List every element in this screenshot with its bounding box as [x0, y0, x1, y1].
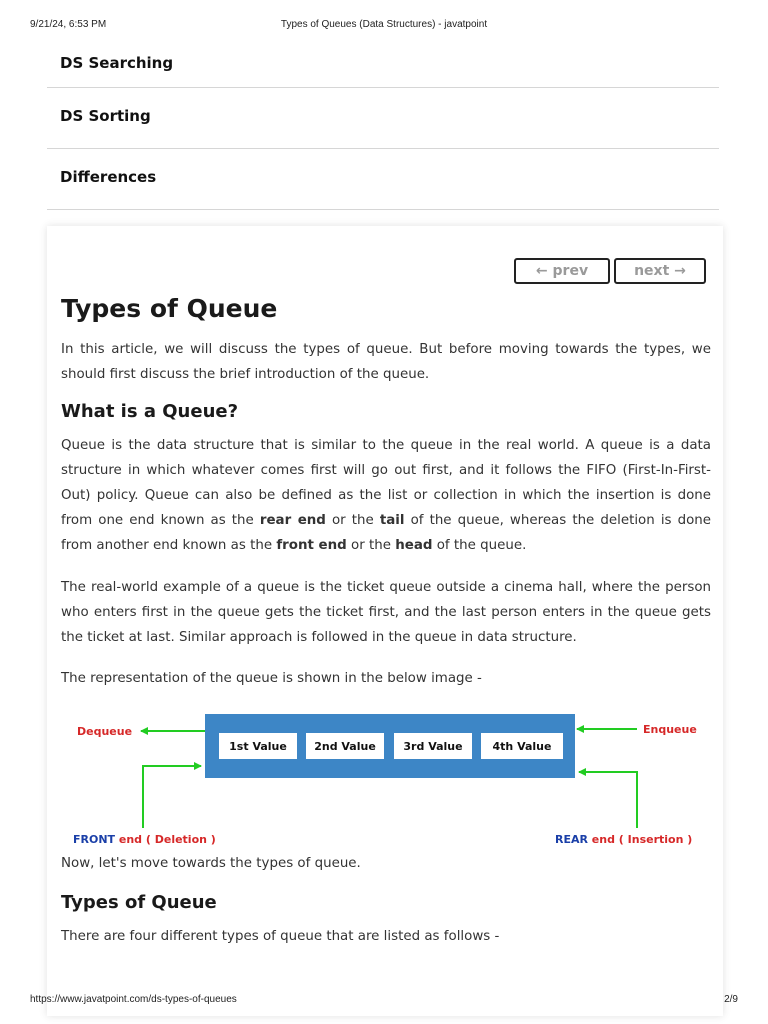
term-rear-end: rear end [259, 513, 326, 528]
term-tail: tail [379, 513, 405, 528]
prev-button[interactable]: ← prev [514, 258, 610, 284]
article-card [47, 226, 723, 1016]
text-segment: or the [325, 513, 380, 528]
what-is-queue-heading: What is a Queue? [61, 401, 239, 422]
print-page-title: Types of Queues (Data Structures) - javatpoint [280, 19, 488, 30]
menu-item-ds-searching[interactable]: DS Searching [47, 36, 719, 88]
queue-cell-label: 1st Value [229, 740, 287, 753]
queue-definition-paragraph [61, 433, 711, 558]
menu-item-ds-sorting[interactable]: DS Sorting [47, 88, 719, 149]
page-title: Types of Queue [61, 294, 278, 323]
types-intro-paragraph: There are four different types of queue that are listed as follows - [61, 929, 500, 944]
types-of-queue-heading: Types of Queue [61, 892, 217, 913]
sidebar-menu [47, 36, 719, 210]
front-word: FRONT [73, 833, 116, 846]
rear-arrow [579, 772, 637, 828]
representation-paragraph: The representation of the queue is shown in the below image - [61, 671, 482, 686]
term-front-end: front end [276, 538, 347, 553]
text-segment: or the [346, 538, 396, 553]
text-segment: of the queue, whereas the deletion is done from another end known as the [61, 513, 712, 553]
queue-cell-2 [306, 733, 384, 759]
print-header [0, 19, 768, 33]
enqueue-label: Enqueue [643, 723, 697, 736]
intro-paragraph: In this article, we will discuss the types of queue. But before moving towards the types, we should first discuss the brief introduction of the queue. [61, 342, 711, 382]
menu-item-differences[interactable]: Differences [47, 149, 719, 210]
queue-cell-4 [481, 733, 563, 759]
queue-cell-label: 2nd Value [314, 740, 376, 753]
rear-end-label [555, 833, 692, 846]
dequeue-label: Dequeue [77, 725, 133, 738]
term-head: head [395, 538, 433, 553]
text-segment: Queue is the data structure that is similar to the queue in the real world. A queue is a data structure in which whatever comes first will go out first, and it follows the FIFO (First-In-First-Out) policy. Queue can also be defined as the list or collection in which the insertion is done from one end known as the [61, 438, 711, 528]
queue-cell-3 [394, 733, 472, 759]
front-rest: end ( Deletion ) [115, 833, 216, 846]
real-world-example-paragraph: The real-world example of a queue is the ticket queue outside a cinema hall, where the person who enters first in the queue gets the ticket first, and the last person enters in the queue gets the ticket at last. Similar approach is followed in the queue in data structure. [61, 580, 711, 645]
queue-diagram [61, 706, 711, 856]
print-date: 9/21/24, 6:53 PM [30, 19, 107, 30]
rear-word: REAR [555, 833, 588, 846]
front-end-label [73, 833, 216, 846]
next-button[interactable]: next → [614, 258, 706, 284]
front-arrow [143, 766, 201, 828]
queue-cell-label: 4th Value [492, 740, 552, 753]
queue-cell-label: 3rd Value [403, 740, 463, 753]
pagination-nav [510, 258, 706, 284]
print-footer [0, 994, 768, 1008]
text-segment: of the queue. [432, 538, 527, 553]
rear-rest: end ( Insertion ) [587, 833, 693, 846]
transition-paragraph: Now, let's move towards the types of queue. [61, 856, 361, 871]
print-url: https://www.javatpoint.com/ds-types-of-queues [30, 994, 237, 1005]
print-page-number: 2/9 [724, 994, 738, 1005]
queue-cell-1 [219, 733, 297, 759]
